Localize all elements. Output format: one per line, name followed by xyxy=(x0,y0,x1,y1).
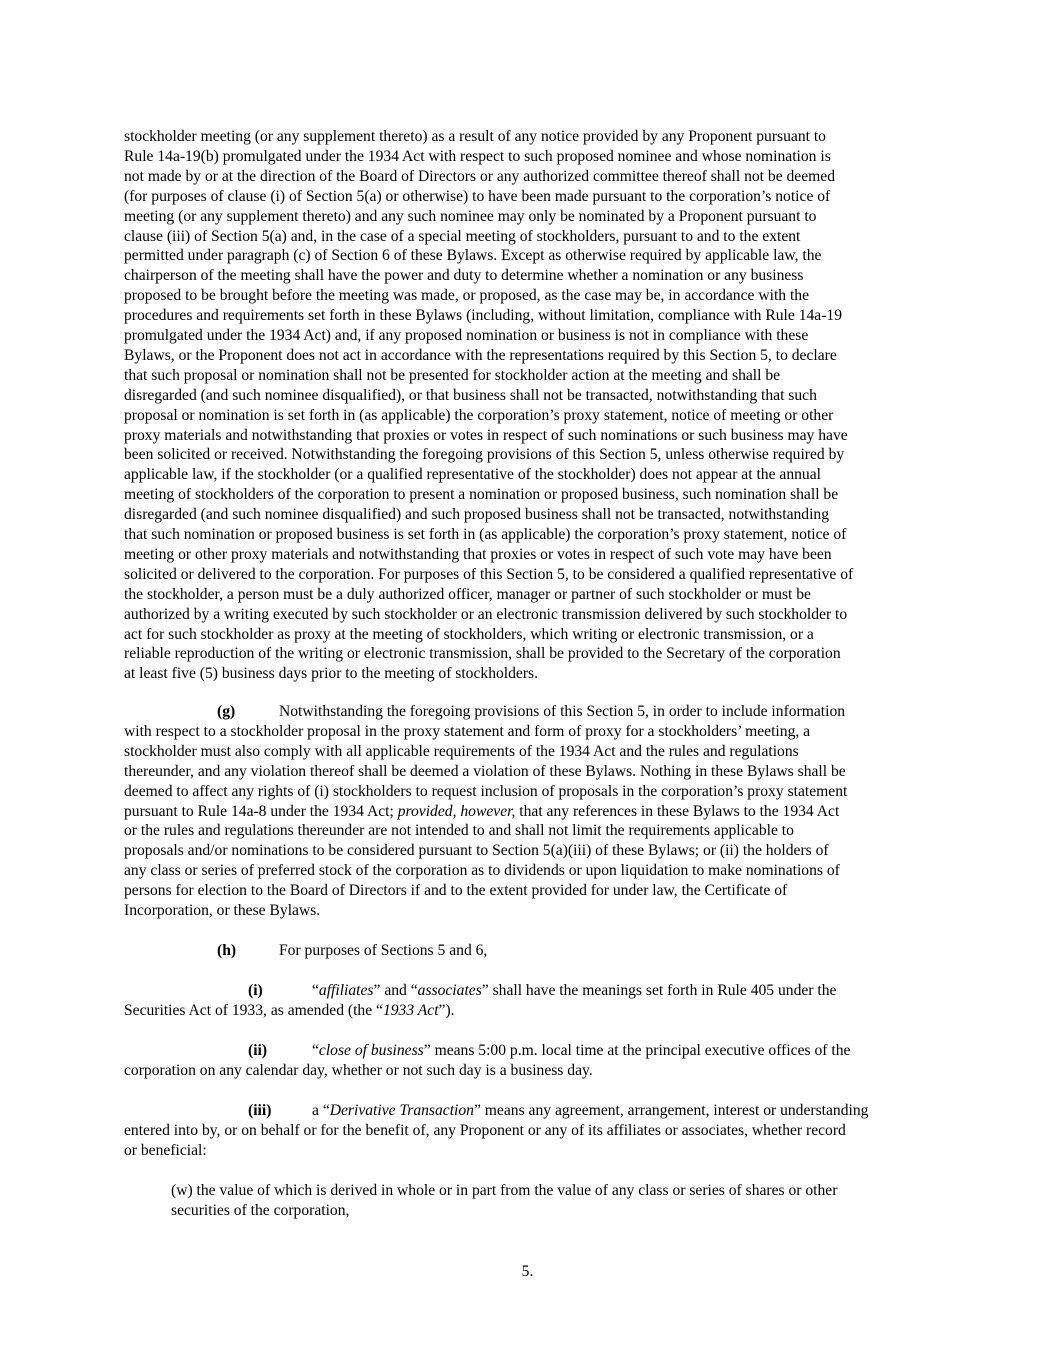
paragraph-f-line-28: at least five (5) business days prior to the meeting of stockholders. xyxy=(124,665,539,683)
paragraph-g-first-line: Notwithstanding the foregoing provisions of this Section 5, in order to include information xyxy=(279,703,846,720)
page-number: 5. xyxy=(521,1263,534,1280)
text-segment: ” shall have the meanings set forth in Rule 405 under the xyxy=(481,982,837,999)
item-w-line-2: securities of the corporation, xyxy=(171,1202,350,1219)
item-iii-line-3: or beneficial: xyxy=(124,1142,207,1159)
item-iii-label: (iii) xyxy=(248,1102,272,1119)
paragraph-f-line-5: meeting (or any supplement thereto) and any such nominee may only be nominated by a Proponent pursuant to xyxy=(124,207,817,225)
paragraph-f-line-17: been solicited or received. Notwithstanding the foregoing provisions of this Section 5, unless otherwise required by xyxy=(124,446,845,464)
paragraph-f-line-1: stockholder meeting (or any supplement thereto) as a result of any notice provided by any Proponent pursuant to xyxy=(124,128,826,145)
item-ii-label: (ii) xyxy=(248,1042,268,1059)
paragraph-g-line-after-2: proposals and/or nominations to be considered pursuant to Section 5(a)(iii) of these Bylaws; or (ii) the holders of xyxy=(124,842,829,860)
paragraph-f-line-21: that such nomination or proposed business is set forth in (as applicable) the corporation’s proxy statement, notice of xyxy=(124,526,847,543)
paragraph-g-label: (g) xyxy=(217,703,236,720)
paragraph-g-line-after-4: persons for election to the Board of Directors if and to the extent provided for under law, the Certificate of xyxy=(124,882,788,900)
item-iii-line-2: entered into by, or on behalf or for the benefit of, any Proponent or any of its affiliates or associates, whether record xyxy=(124,1122,846,1139)
item-iii-line-1 xyxy=(312,1101,868,1121)
paragraph-g-line-after-5: Incorporation, or these Bylaws. xyxy=(124,902,321,919)
paragraph-f-line-24: the stockholder, a person must be a duly authorized officer, manager or partner of such stockholder or must be xyxy=(124,585,811,603)
paragraph-g-line-provided xyxy=(124,802,839,822)
item-w-line-1: (w) the value of which is derived in whole or in part from the value of any class or series of shares or other xyxy=(171,1182,838,1199)
term-1933-act: 1933 Act xyxy=(382,1002,439,1019)
paragraph-f-line-7: permitted under paragraph (c) of Section 6 of these Bylaws. Except as otherwise required by applicable law, the xyxy=(124,247,822,265)
text-segment: ”). xyxy=(438,1002,455,1019)
paragraph-f-line-6: clause (iii) of Section 5(a) and, in the case of a special meeting of stockholders, pursuant to and to the extent xyxy=(124,227,801,245)
paragraph-f-line-4: (for purposes of clause (i) of Section 5(a) or otherwise) to have been made pursuant to the corporation’s notice of xyxy=(124,187,831,205)
paragraph-f-line-9: proposed to be brought before the meeting was made, or proposed, as the case may be, in accordance with the xyxy=(124,287,810,305)
term-derivative-transaction: Derivative Transaction xyxy=(329,1102,474,1119)
paragraph-f-line-27: reliable reproduction of the writing or electronic transmission, shall be provided to the Secretary of the corporation xyxy=(124,645,841,663)
paragraph-f-line-18: applicable law, if the stockholder (or a qualified representative of the stockholder) does not appear at the annual xyxy=(124,466,821,484)
paragraph-f-line-15: proposal or nomination is set forth in (as applicable) the corporation’s proxy statement, notice of meeting or other xyxy=(124,406,834,424)
text-segment: ” and “ xyxy=(373,982,418,999)
italic-term: provided, however, xyxy=(397,802,516,820)
item-ii-line-1 xyxy=(312,1041,850,1061)
text-segment: “ xyxy=(312,1042,319,1059)
paragraph-f-line-3: not made by or at the direction of the Board of Directors or any authorized committee thereof shall not be deemed xyxy=(124,167,836,185)
term-close-of-business: close of business xyxy=(318,1042,424,1059)
paragraph-h-label: (h) xyxy=(217,942,237,959)
item-i-line-1 xyxy=(312,981,836,1001)
paragraph-g-line-1: with respect to a stockholder proposal in the proxy statement and form of proxy for a stockholders’ meeting, a xyxy=(124,722,811,740)
text-segment: Securities Act of 1933, as amended (the “ xyxy=(124,1002,383,1019)
term-associates: associates xyxy=(417,982,482,999)
paragraph-h-text: For purposes of Sections 5 and 6, xyxy=(279,942,488,959)
item-i-label: (i) xyxy=(248,982,263,999)
paragraph-f-line-23: solicited or delivered to the corporation. For purposes of this Section 5, to be considered a qualified representative of xyxy=(124,565,854,583)
paragraph-f-line-2: Rule 14a-19(b) promulgated under the 1934 Act with respect to such proposed nominee and whose nomination is xyxy=(124,147,831,165)
paragraph-g-line-after-3: any class or series of preferred stock of the corporation as to dividends or upon liquidation to make nominations of xyxy=(124,862,840,880)
paragraph-f-line-14: disregarded (and such nominee disqualified), or that business shall not be transacted, notwithstanding that such xyxy=(124,386,817,404)
paragraph-f-line-10: procedures and requirements set forth in these Bylaws (including, without limitation, compliance with Rule 14a-19 xyxy=(124,307,843,325)
paragraph-f-line-13: that such proposal or nomination shall not be presented for stockholder action at the meeting and shall be xyxy=(124,366,781,384)
paragraph-f-line-26: act for such stockholder as proxy at the meeting of stockholders, which writing or electronic transmission, or a xyxy=(124,625,814,643)
text-segment: ” means any agreement, arrangement, interest or understanding xyxy=(473,1102,869,1119)
paragraph-f-line-12: Bylaws, or the Proponent does not act in accordance with the representations required by this Section 5, to declare xyxy=(124,346,837,364)
text-segment: “ xyxy=(312,982,319,999)
paragraph-g-line-4: deemed to affect any rights of (i) stockholders to request inclusion of proposals in the corporation’s proxy statement xyxy=(124,782,848,800)
paragraph-f-line-25: authorized by a writing executed by such stockholder or an electronic transmission delivered by such stockholder to xyxy=(124,605,848,623)
text-segment: ” means 5:00 p.m. local time at the principal executive offices of the xyxy=(423,1042,851,1059)
text-segment: a “ xyxy=(312,1102,330,1119)
paragraph-f-line-22: meeting or other proxy materials and notwithstanding that proxies or votes in respect of such vote may have been xyxy=(124,545,832,563)
paragraph-f-line-20: disregarded (and such nominee disqualified) and such proposed business shall not be transacted, notwithstanding xyxy=(124,506,830,524)
paragraph-f-line-8: chairperson of the meeting shall have the power and duty to determine whether a nomination or any business xyxy=(124,267,804,285)
paragraph-f-line-16: proxy materials and notwithstanding that proxies or votes in respect of such nominations or such business may have xyxy=(124,426,848,444)
paragraph-g-line-after-1: or the rules and regulations thereunder are not intended to and shall not limit the requirements applicable to xyxy=(124,822,794,840)
paragraph-g-line-3: thereunder, and any violation thereof shall be deemed a violation of these Bylaws. Nothing in these Bylaws shall be xyxy=(124,762,846,780)
term-affiliates: affiliates xyxy=(318,982,374,999)
text-segment: pursuant to Rule 14a-8 under the 1934 Act; xyxy=(124,802,398,820)
item-ii-line-2: corporation on any calendar day, whether or not such day is a business day. xyxy=(124,1062,593,1079)
paragraph-f-line-19: meeting of stockholders of the corporation to present a nomination or proposed business, such nomination shall be xyxy=(124,486,839,504)
paragraph-g-line-2: stockholder must also comply with all applicable requirements of the 1934 Act and the rules and regulations xyxy=(124,742,799,760)
text-segment: that any references in these Bylaws to the 1934 Act xyxy=(515,802,840,820)
item-i-line-2 xyxy=(124,1001,455,1021)
paragraph-f-line-11: promulgated under the 1934 Act) and, if any proposed nomination or business is not in compliance with these xyxy=(124,327,809,344)
